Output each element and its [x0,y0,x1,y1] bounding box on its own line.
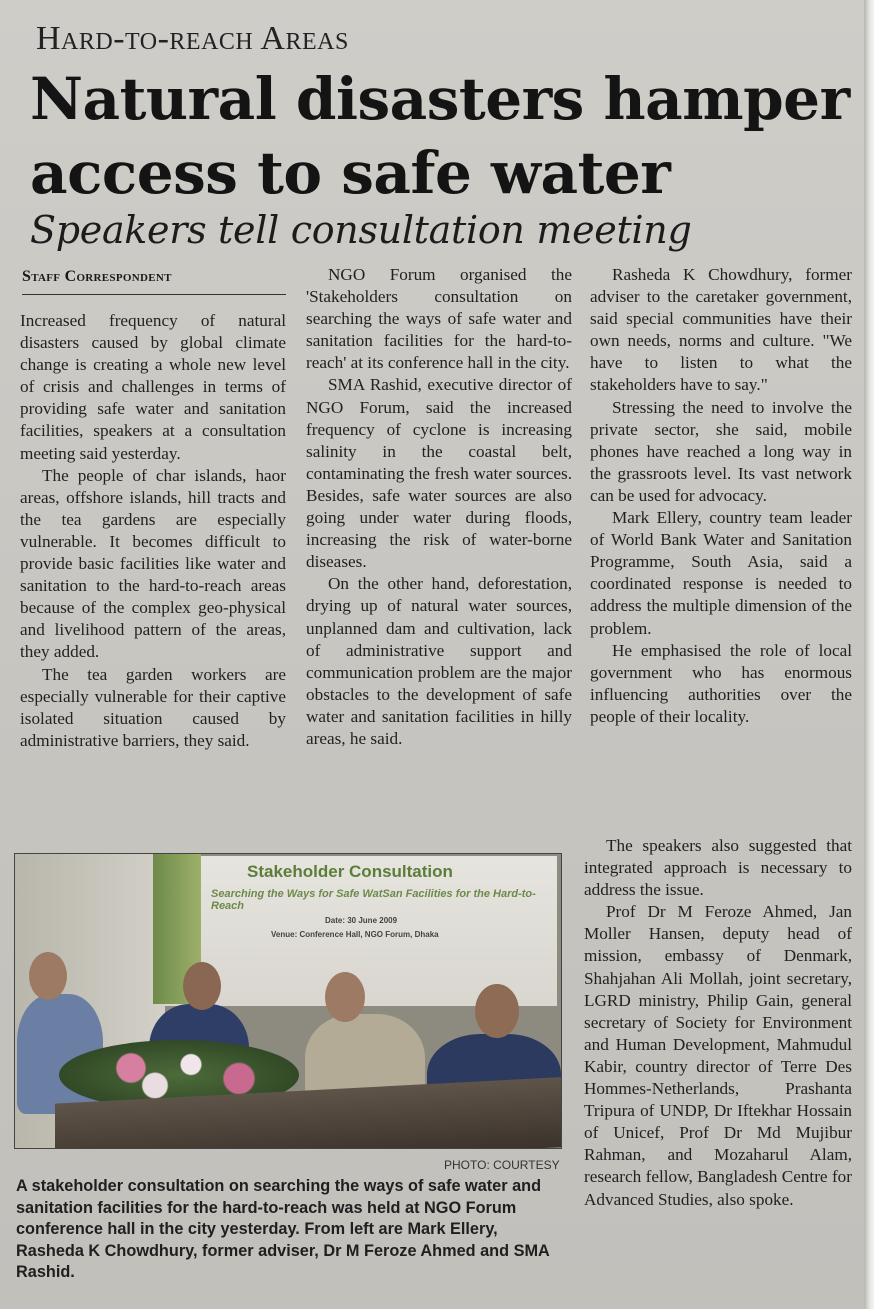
paragraph: Prof Dr M Feroze Ahmed, Jan Moller Hansen, deputy head of mission, embassy of Denmark, Shahjahan Ali Mollah, joint secretary, LGRD ministry, Philip Gain, general secretary of Society for Environment and Human Development, Mahmudul Kabir, country director of Terre Des Hommes-Netherlands, Prashanta Tripura of UNDP, Dr Iftekhar Hossain of Unicef, Prof Dr Md Mujibur Rahman, and Mozaharul Alam, research fellow, Bangladesh Centre for Advanced Studies, also spoke. [584,902,852,1209]
column-3 [590,264,852,728]
person-4-head [475,984,519,1038]
person-3-head [325,972,365,1022]
paragraph: The people of char islands, haor areas, offshore islands, hill tracts and the tea gardens are especially vulnerable. It becomes difficult to provide basic facilities like water and sanitation to the hard-to-reach areas because of the complex geo-physical and livelihood pattern of the areas, they added. [20,465,286,662]
news-photo [14,853,562,1149]
person-2-head [183,962,221,1010]
paragraph: On the other hand, deforestation, drying up of natural water sources, unplanned dam and cultivation, lack of administrative support and communication problem are the major obstacles to the development of safe water and sanitation facilities in hilly areas, he said. [306,574,572,748]
paragraph: Stressing the need to involve the private sector, she said, mobile phones have reached a long way in the grassroots level. Its vast network can be used for advocacy. [590,397,852,505]
column-2 [306,264,572,750]
column-3-continued [584,835,852,1211]
paragraph: The speakers also suggested that integrated approach is necessary to address the issue. [584,836,852,900]
byline: Staff Correspondent [22,268,286,295]
paragraph: NGO Forum organised the 'Stakeholders consultation on searching the ways of safe water and sanitation facilities for the hard-to-reach' at its conference hall in the city. [306,265,572,373]
subheadline: Speakers tell consultation meeting [30,208,692,252]
paragraph: He emphasised the role of local government who has enormous influencing authorities over the people of their locality. [590,640,852,726]
paragraph: Increased frequency of natural disasters caused by global climate change is creating a whole new level of crisis and challenges in terms of providing safe water and sanitation facilities, speakers at a consultation meeting said yesterday. [20,311,286,463]
section-kicker: Hard-to-reach Areas [36,20,349,57]
column-1 [20,310,286,752]
banner-subtitle: Searching the Ways for Safe WatSan Facilities for the Hard-to-Reach [211,888,536,912]
photo-caption: A stakeholder consultation on searching the ways of safe water and sanitation facilities for the hard-to-reach was held at NGO Forum conference hall in the city yesterday. From left are Mark Ellery, Rasheda K Chowdhury, former adviser, Dr M Feroze Ahmed and SMA Rashid. [16,1177,550,1282]
person-1-head [29,952,67,1000]
photo-credit: PHOTO: COURTESY [444,1158,560,1172]
paragraph: The tea garden workers are especially vulnerable for their captive isolated situation caused by administrative barriers, they said. [20,664,286,750]
paragraph: Rasheda K Chowdhury, former adviser to the caretaker government, said special communities have their own needs, norms and culture. "We have to listen to what the stakeholders have to say." [590,265,852,395]
banner-date: Date: 30 June 2009 [325,916,398,925]
banner-venue: Venue: Conference Hall, NGO Forum, Dhaka [271,930,439,939]
banner-title: Stakeholder Consultation [247,862,453,881]
paragraph: SMA Rashid, executive director of NGO Forum, said the increased frequency of cyclone is increasing salinity in the coastal belt, contaminating the fresh water sources. Besides, safe water sources are also going under water during floods, increasing the risk of water-borne diseases. [306,375,572,572]
paragraph: Mark Ellery, country team leader of World Bank Water and Sanitation Programme, South Asia, said a coordinated response is needed to address the multiple dimension of the problem. [590,508,852,638]
headline: Natural disasters hamper access to safe water [30,65,850,207]
